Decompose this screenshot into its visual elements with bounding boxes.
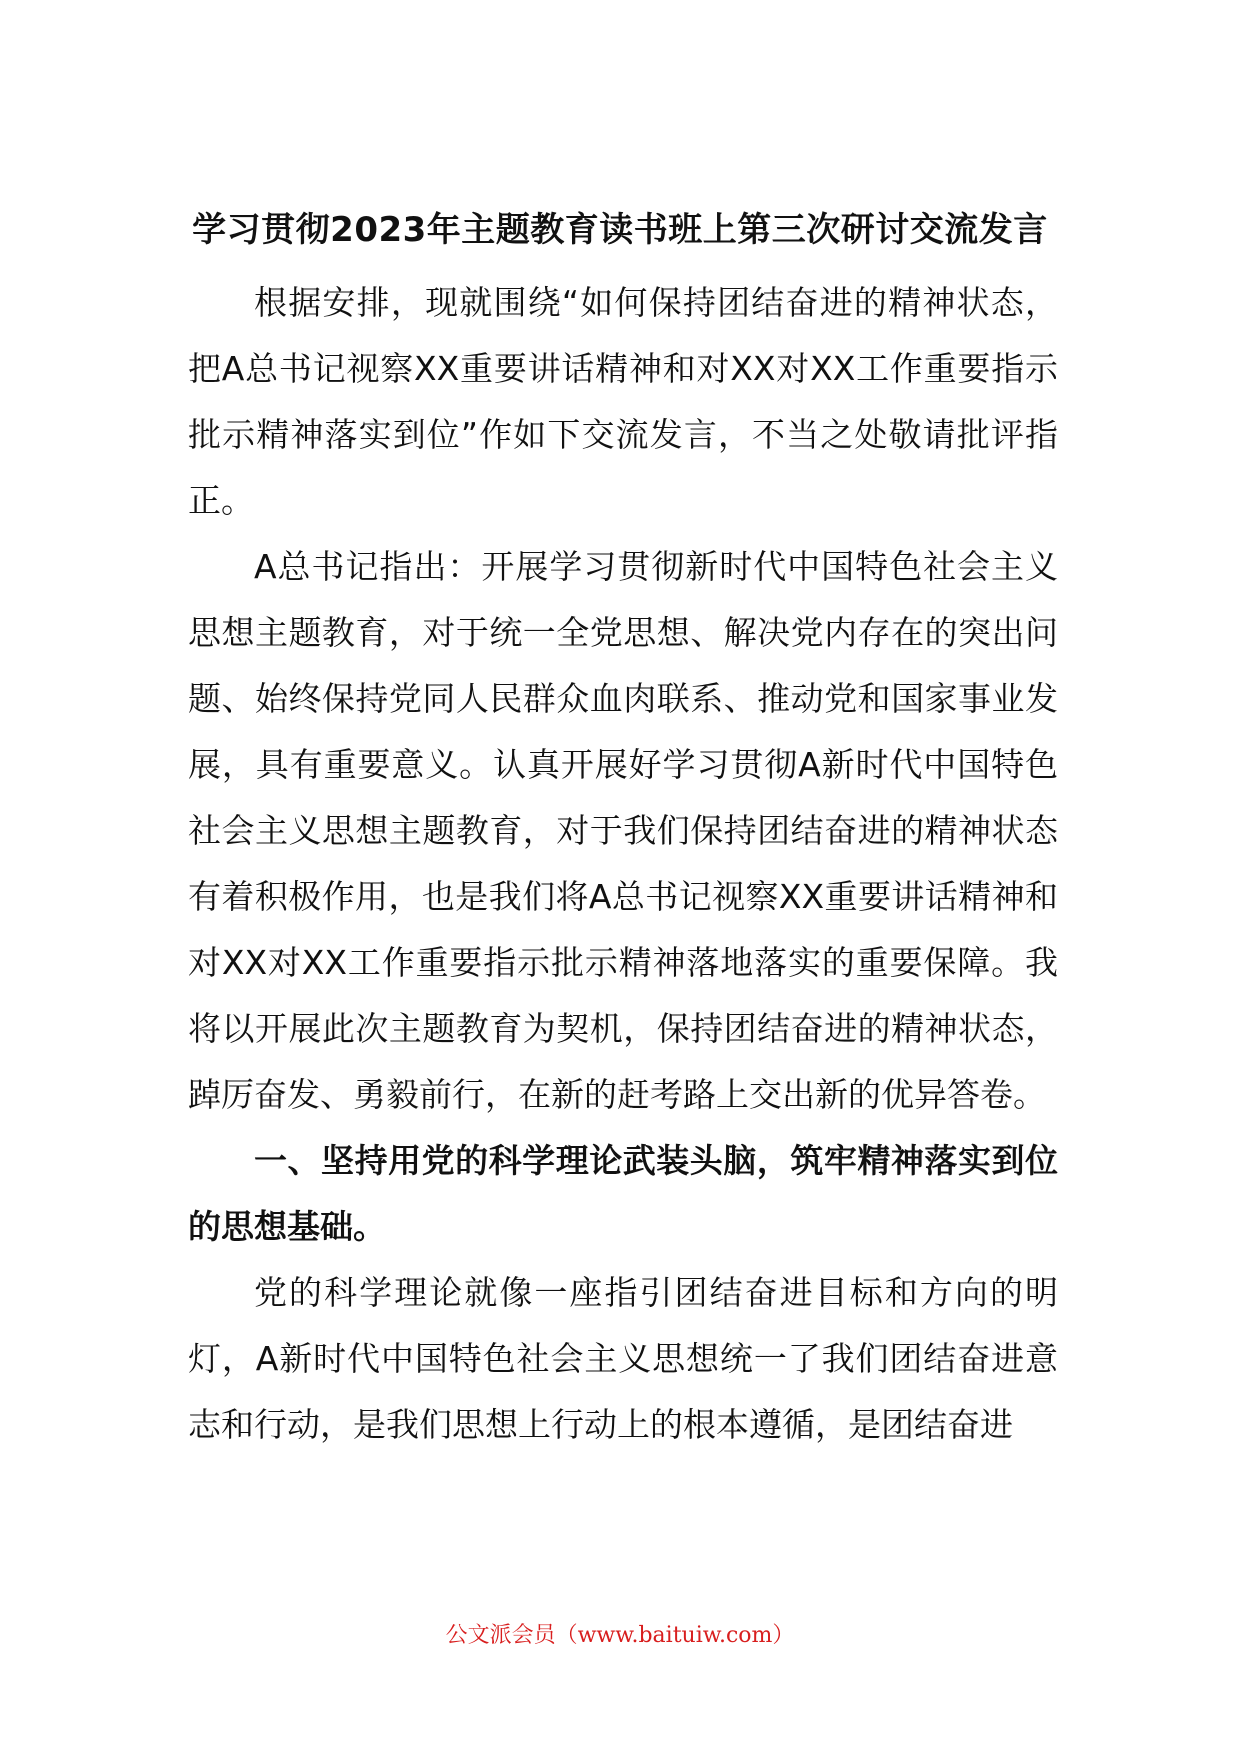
intro-paragraph: 根据安排，现就围绕“如何保持团结奋进的精神状态，把A总书记视察XX重要讲话精神和对XX对XX工作重要指示批示精神落实到位”作如下交流发言，不当之处敬请批评指正。 [188, 283, 1058, 520]
body-paragraph: A总书记指出：开展学习贯彻新时代中国特色社会主义思想主题教育，对于统一全党思想、解决党内存在的突出问题、始终保持党同人民群众血肉联系、推动党和国家事业发展，具有重要意义。认真开展好学习贯彻A新时代中国特色社会主义思想主题教育，对于我们保持团结奋进的精神状态有着积极作用，也是我们将A总书记视察XX重要讲话精神和对XX对XX工作重要指示批示精神落地落实的重要保障。我将以开展此次主题教育为契机，保持团结奋进的精神状态，踔厉奋发、勇毅前行，在新的赶考路上交出新的优异答卷。 [188, 547, 1058, 1114]
document-body [188, 270, 1058, 1458]
section-heading: 一、坚持用党的科学理论武装头脑，筑牢精神落实到位的思想基础。 [188, 1141, 1058, 1246]
section-paragraph: 党的科学理论就像一座指引团结奋进目标和方向的明灯，A新时代中国特色社会主义思想统一了我们团结奋进意志和行动，是我们思想上行动上的根本遵循，是团结奋进 [188, 1273, 1058, 1444]
document-title: 学习贯彻2023年主题教育读书班上第三次研讨交流发言 [192, 210, 1048, 250]
watermark-footer: 公文派会员（www.baituiw.com） [445, 1623, 795, 1648]
